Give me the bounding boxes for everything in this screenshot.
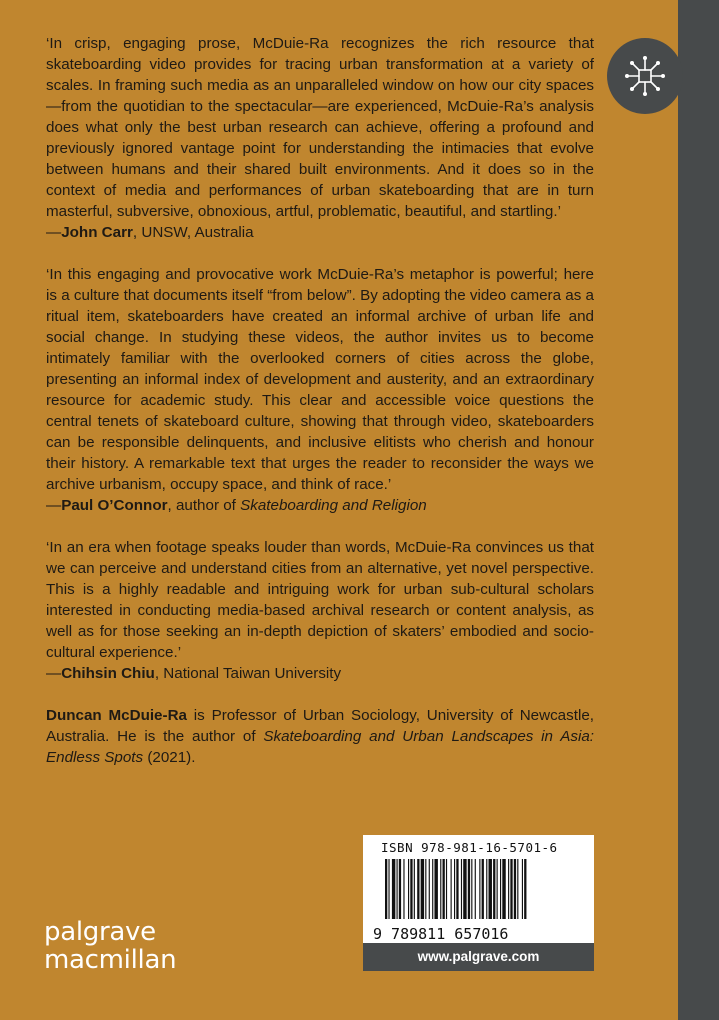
endorsement-1 — [46, 33, 594, 243]
endorsement-attribution: —John Carr, UNSW, Australia — [46, 224, 254, 241]
barcode-icon — [371, 859, 586, 941]
isbn-barcode-panel — [363, 835, 594, 971]
endorsement-quote: ‘In an era when footage speaks louder than words, McDuie-Ra convinces us that we can perceive and understand cities from an alternative, yet novel perspective. This is a highly readable and intriguing work for urban sub-cultural scholars interested in conducting media-based archival research or content analysis, as well as for those seeking an in-depth depiction of skaters’ embodied and socio-cultural experience.’ — [46, 539, 594, 661]
endorser-name: Chihsin Chiu — [61, 665, 155, 682]
endorsement-2 — [46, 264, 594, 516]
author-bio: Duncan McDuie-Ra is Professor of Urban Sociology, University of Newcastle, Australia. He is the author of Skateboarding and Urban Landscapes in Asia: Endless Spots (2021). — [46, 707, 594, 766]
publisher-logo — [44, 918, 176, 974]
endorsement-3 — [46, 537, 594, 684]
author-name: Duncan McDuie-Ra — [46, 707, 187, 724]
publisher-logo-line2: macmillan — [44, 945, 177, 975]
endorsement-attribution: —Paul O’Connor, author of Skateboarding and Religion — [46, 497, 427, 514]
back-cover-text — [46, 33, 594, 768]
book-spine — [678, 0, 719, 1020]
springer-nature-network-icon — [607, 38, 683, 114]
isbn-digits: 9 789811 657016 — [373, 925, 509, 941]
endorser-book: Skateboarding and Religion — [240, 497, 427, 514]
publisher-logo-line1: palgrave — [44, 917, 156, 947]
endorsement-quote: ‘In crisp, engaging prose, McDuie-Ra recognizes the rich resource that skateboarding video provides for tracing urban transformation at a variety of scales. In framing such media as an unparalleled window on how our city spaces—from the quotidian to the spectacular—are experienced, McDuie-Ra’s analysis does what only the best urban research can achieve, offering a profound and previously ignored vantage point for understanding the intimacies that evolve between humans and their shared built environments. And it does so in the context of media and performances of urban skateboarding that are in turn masterful, subversive, obnoxious, artful, problematic, beautiful, and startling.’ — [46, 35, 594, 220]
endorsement-quote: ‘In this engaging and provocative work McDuie-Ra’s metaphor is powerful; here is a culture that documents itself “from below”. By adopting the video camera as a ritual item, skateboarders have created an informal archive of urban life and social change. In studying these videos, the author invites us to become intimately familiar with the overlooked corners of cities across the globe, presenting an informal index of development and austerity, and an extraordinary resource for academic study. This clear and accessible voice questions the central tenets of skateboard culture, showing that through video, skateboarders can be responsible delinquents, and inclusive elitists who cherish and honour their history. A remarkable text that urges the reader to reconsider the ways we archive urbanism, occupy space, and think of race.’ — [46, 266, 594, 493]
isbn-label: ISBN 978-981-16-5701-6 — [381, 840, 558, 855]
author-previous-book: Skateboarding and Urban Landscapes in Asia: Endless Spots — [46, 728, 594, 766]
endorser-name: Paul O’Connor — [61, 497, 168, 514]
endorsement-attribution: —Chihsin Chiu, National Taiwan University — [46, 665, 342, 682]
endorser-name: John Carr — [61, 224, 133, 241]
publisher-url: www.palgrave.com — [363, 943, 594, 971]
